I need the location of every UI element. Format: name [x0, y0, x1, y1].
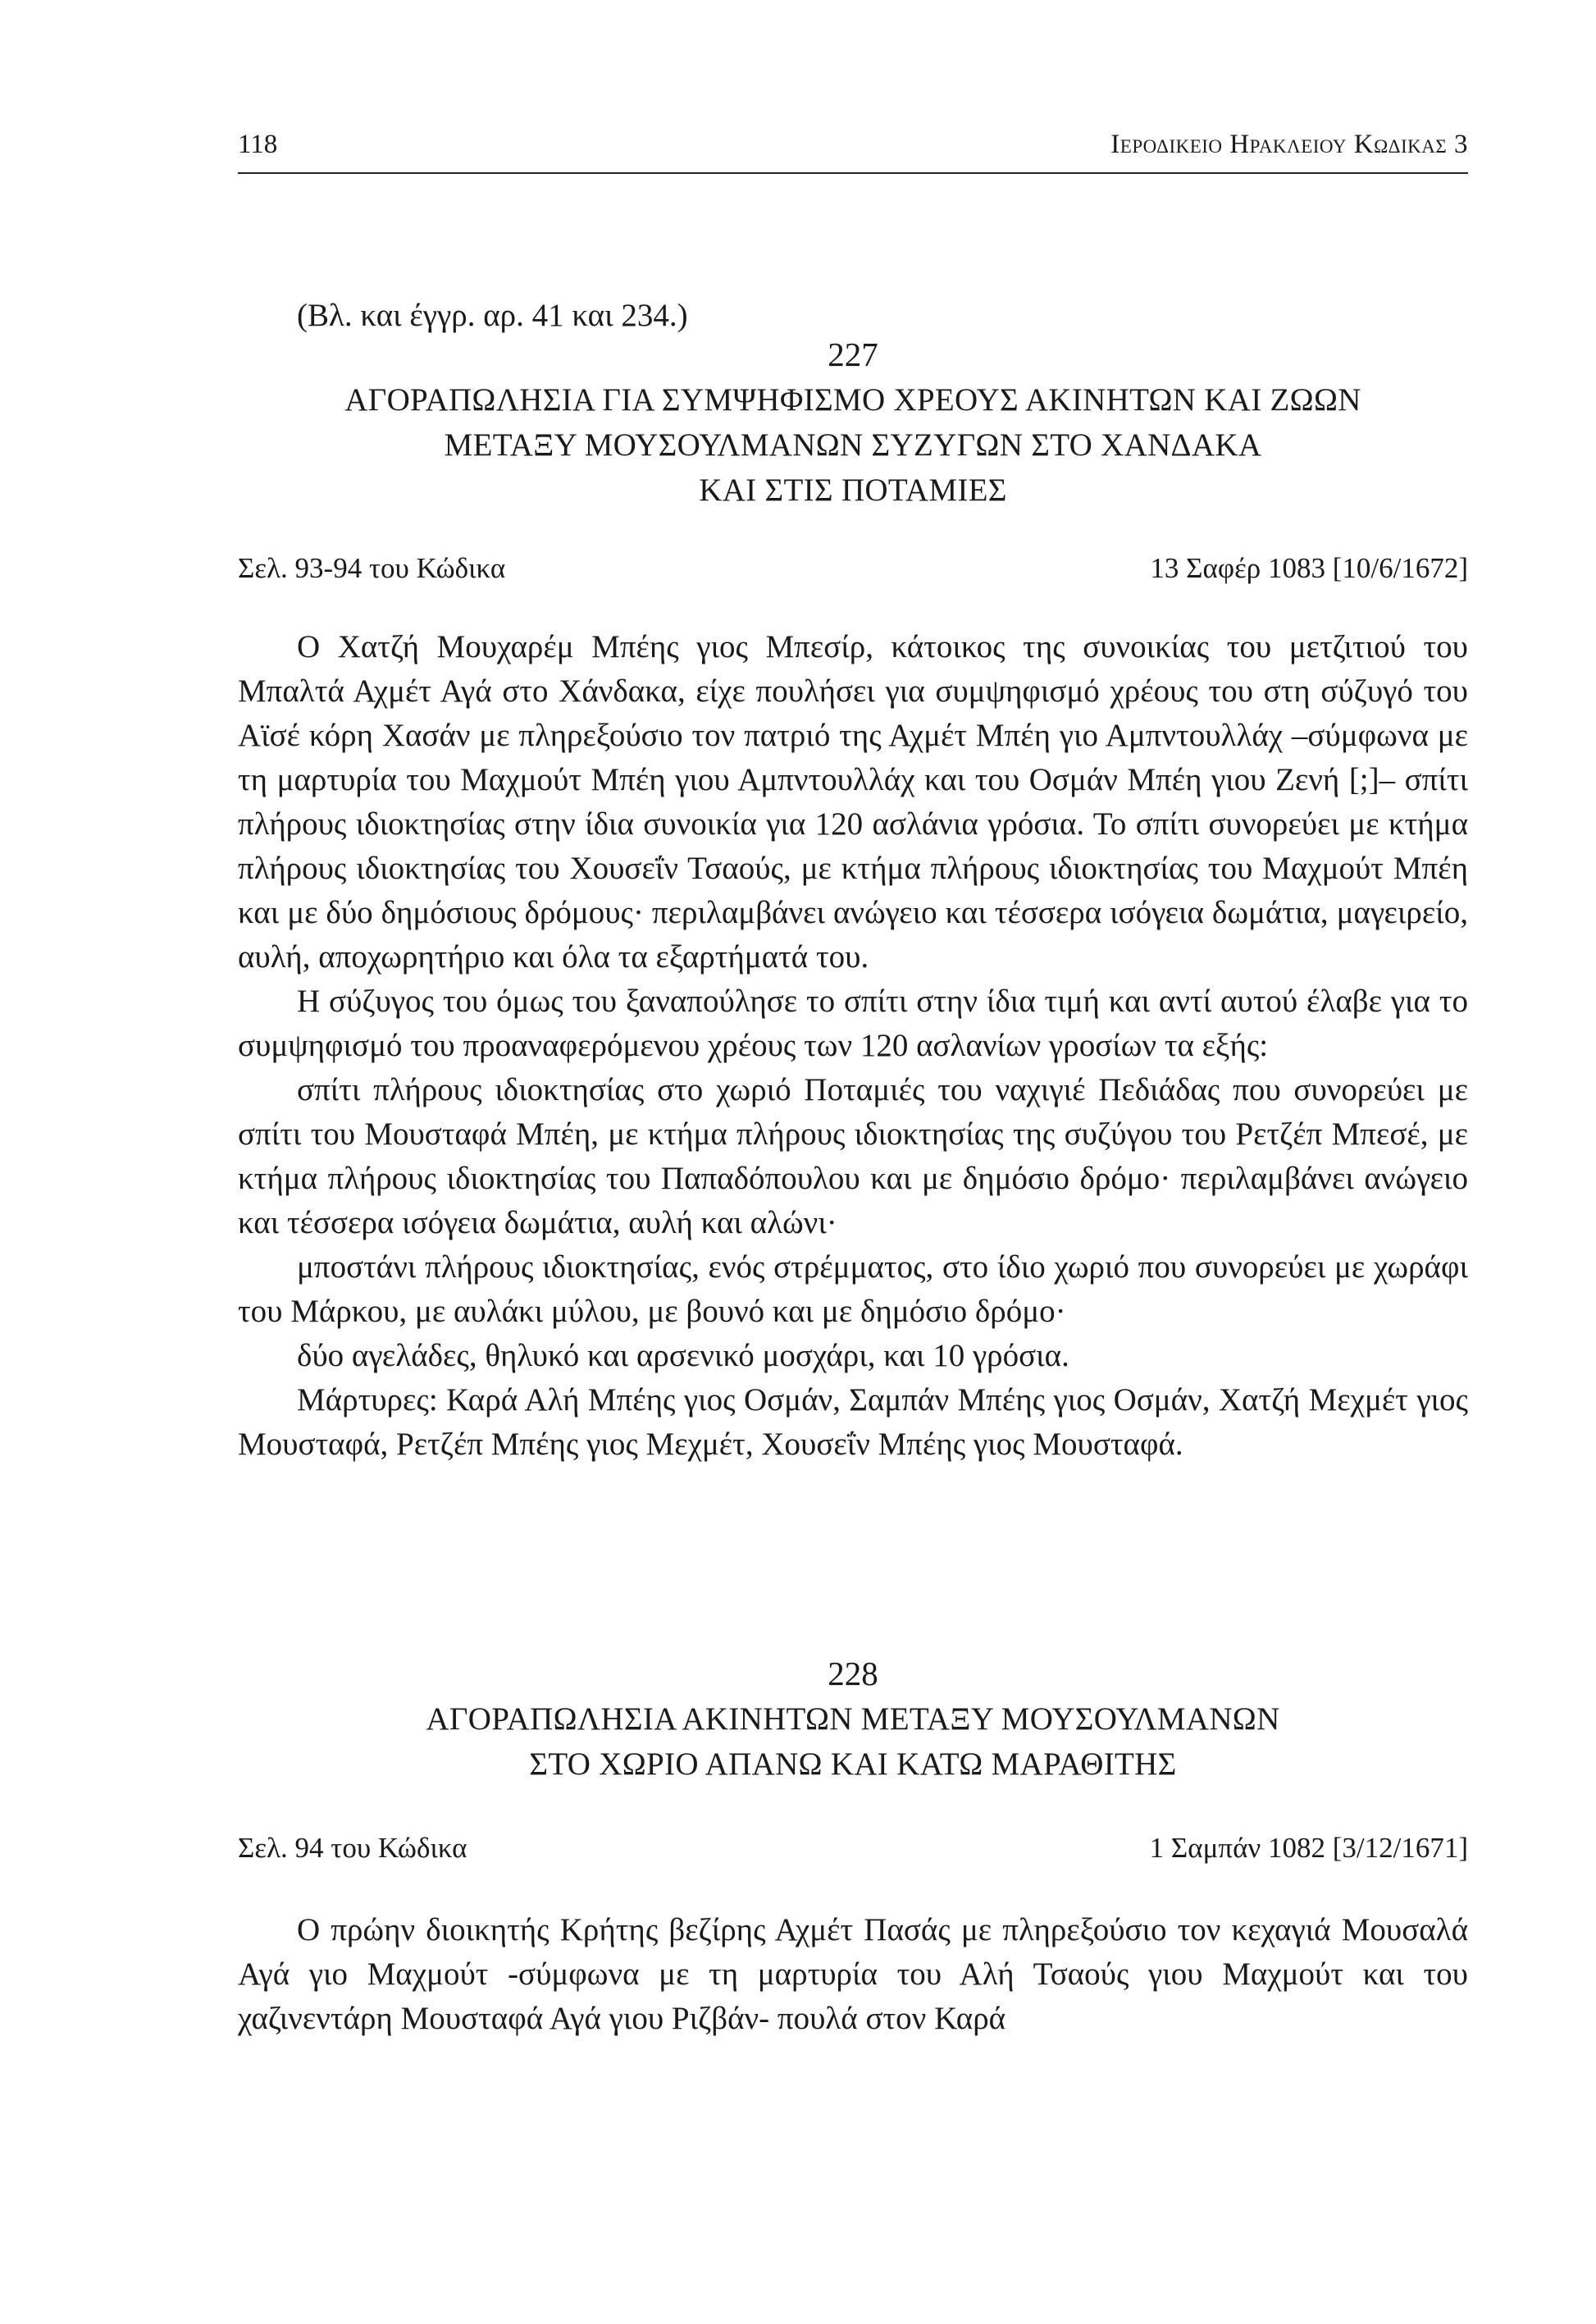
- title-line: ΣΤΟ ΧΩΡΙΟ ΑΠΑΝΩ ΚΑΙ ΚΑΤΩ ΜΑΡΑΘΙΤΗΣ: [529, 1746, 1177, 1782]
- running-head: [238, 130, 1468, 171]
- source-reference: Σελ. 93-94 του Κώδικα: [238, 552, 506, 584]
- document-number: 227: [828, 336, 878, 373]
- title-line: ΑΓΟΡΑΠΩΛΗΣΙΑ ΑΚΙΝΗΤΩΝ ΜΕΤΑΞΥ ΜΟΥΣΟΥΛΜΑΝΩΝ: [426, 1701, 1280, 1737]
- body-paragraph: δύο αγελάδες, θηλυκό και αρσενικό μοσχάρι, και 10 γρόσια.: [297, 1338, 1069, 1373]
- meta-row: [238, 548, 1468, 589]
- body-paragraph: σπίτι πλήρους ιδιοκτησίας στο χωριό Ποταμιές του ναχιγιέ Πεδιάδας που συνορεύει με σπίτι του Μουσταφά Μπέη, με κτήμα πλήρους ιδιοκτησίας της συζύγου του Ρετζέπ Μπεσέ, με κτήμα πλήρους ιδιοκτησίας του Παπαδόπουλου και με δημόσιο δρόμο· περιλαμβάνει ανώγειο και τέσσερα ισόγεια δωμάτια, αυλή και αλώνι·: [238, 1072, 1468, 1240]
- document-228: [238, 1651, 1468, 1787]
- body-paragraph: Η σύζυγος του όμως του ξαναπούλησε το σπίτι στην ίδια τιμή και αντί αυτού έλαβε για το συμψηφισμό του προαναφερόμενου χρέους των 120 ασλανίων γροσίων τα εξής:: [238, 984, 1468, 1063]
- source-reference: Σελ. 94 του Κώδικα: [238, 1832, 467, 1864]
- document-title: [238, 377, 1468, 513]
- title-line: ΜΕΤΑΞΥ ΜΟΥΣΟΥΛΜΑΝΩΝ ΣΥΖΥΓΩΝ ΣΤΟ ΧΑΝΔΑΚΑ: [444, 427, 1262, 463]
- header-rule: [238, 172, 1468, 174]
- document-date: 1 Σαμπάν 1082 [3/12/1671]: [1149, 1832, 1468, 1864]
- running-title: Ιεροδικειο Ηρακλειου Κωδικας 3: [1110, 130, 1468, 159]
- reference-note: (Βλ. και έγγρ. αρ. 41 και 234.): [297, 298, 688, 333]
- page-number: 118: [238, 130, 278, 159]
- document-227-meta: [238, 548, 1468, 589]
- meta-row: [238, 1828, 1468, 1869]
- document-228-body: [238, 1908, 1468, 2041]
- document-227: [238, 331, 1468, 513]
- document-title: [238, 1696, 1468, 1787]
- document-227-body: [238, 625, 1468, 1467]
- title-line: ΑΓΟΡΑΠΩΛΗΣΙΑ ΓΙΑ ΣΥΜΨΗΦΙΣΜΟ ΧΡΕΟΥΣ ΑΚΙΝΗΤΩΝ ΚΑΙ ΖΩΩΝ: [344, 382, 1361, 418]
- document-number: 228: [828, 1655, 878, 1692]
- body-paragraph: Μάρτυρες: Καρά Αλή Μπέης γιος Οσμάν, Σαμπάν Μπέης γιος Οσμάν, Χατζή Μεχμέτ γιος Μουσταφά, Ρετζέπ Μπέης γιος Μεχμέτ, Χουσεΐν Μπέης γιος Μουσταφά.: [238, 1382, 1468, 1462]
- document-228-meta: [238, 1828, 1468, 1869]
- body-paragraph: Ο Χατζή Μουχαρέμ Μπέης γιος Μπεσίρ, κάτοικος της συνοικίας του μετζιτιού του Μπαλτά Αχμέτ Αγά στο Χάνδακα, είχε πουλήσει για συμψηφισμό χρέους του στη σύζυγό του Αϊσέ κόρη Χασάν με πληρεξούσιο τον πατριό της Αχμέτ Μπέη γιο Αμπντουλλάχ –σύμφωνα με τη μαρτυρία του Μαχμούτ Μπέη γιου Αμπντουλλάχ και του Οσμάν Μπέη γιου Ζενή [;]– σπίτι πλήρους ιδιοκτησίας στην ίδια συνοικία για 120 ασλάνια γρόσια. Το σπίτι συνορεύει με κτήμα πλήρους ιδιοκτησίας του Χουσεΐν Τσαούς, με κτήμα πλήρους ιδιοκτησίας του Μαχμούτ Μπέη και με δύο δημόσιους δρόμους· περιλαμβάνει ανώγειο και τέσσερα ισόγεια δωμάτια, μαγειρείο, αυλή, αποχωρητήριο και όλα τα εξαρτήματά του.: [238, 629, 1468, 975]
- body-paragraph: Ο πρώην διοικητής Κρήτης βεζίρης Αχμέτ Πασάς με πληρεξούσιο τον κεχαγιά Μουσαλά Αγά γιο Μαχμούτ -σύμφωνα με τη μαρτυρία του Αλή Τσαούς γιου Μαχμούτ και του χαζινεντάρη Μουσταφά Αγά γιου Ριζβάν- πουλά στον Καρά: [238, 1912, 1468, 2036]
- body-paragraph: μποστάνι πλήρους ιδιοκτησίας, ενός στρέμματος, στο ίδιο χωριό που συνορεύει με χωράφι του Μάρκου, με αυλάκι μύλου, με βουνό και με δημόσιο δρόμο·: [238, 1249, 1468, 1329]
- document-date: 13 Σαφέρ 1083 [10/6/1672]: [1150, 552, 1468, 584]
- title-line: ΚΑΙ ΣΤΙΣ ΠΟΤΑΜΙΕΣ: [699, 473, 1007, 508]
